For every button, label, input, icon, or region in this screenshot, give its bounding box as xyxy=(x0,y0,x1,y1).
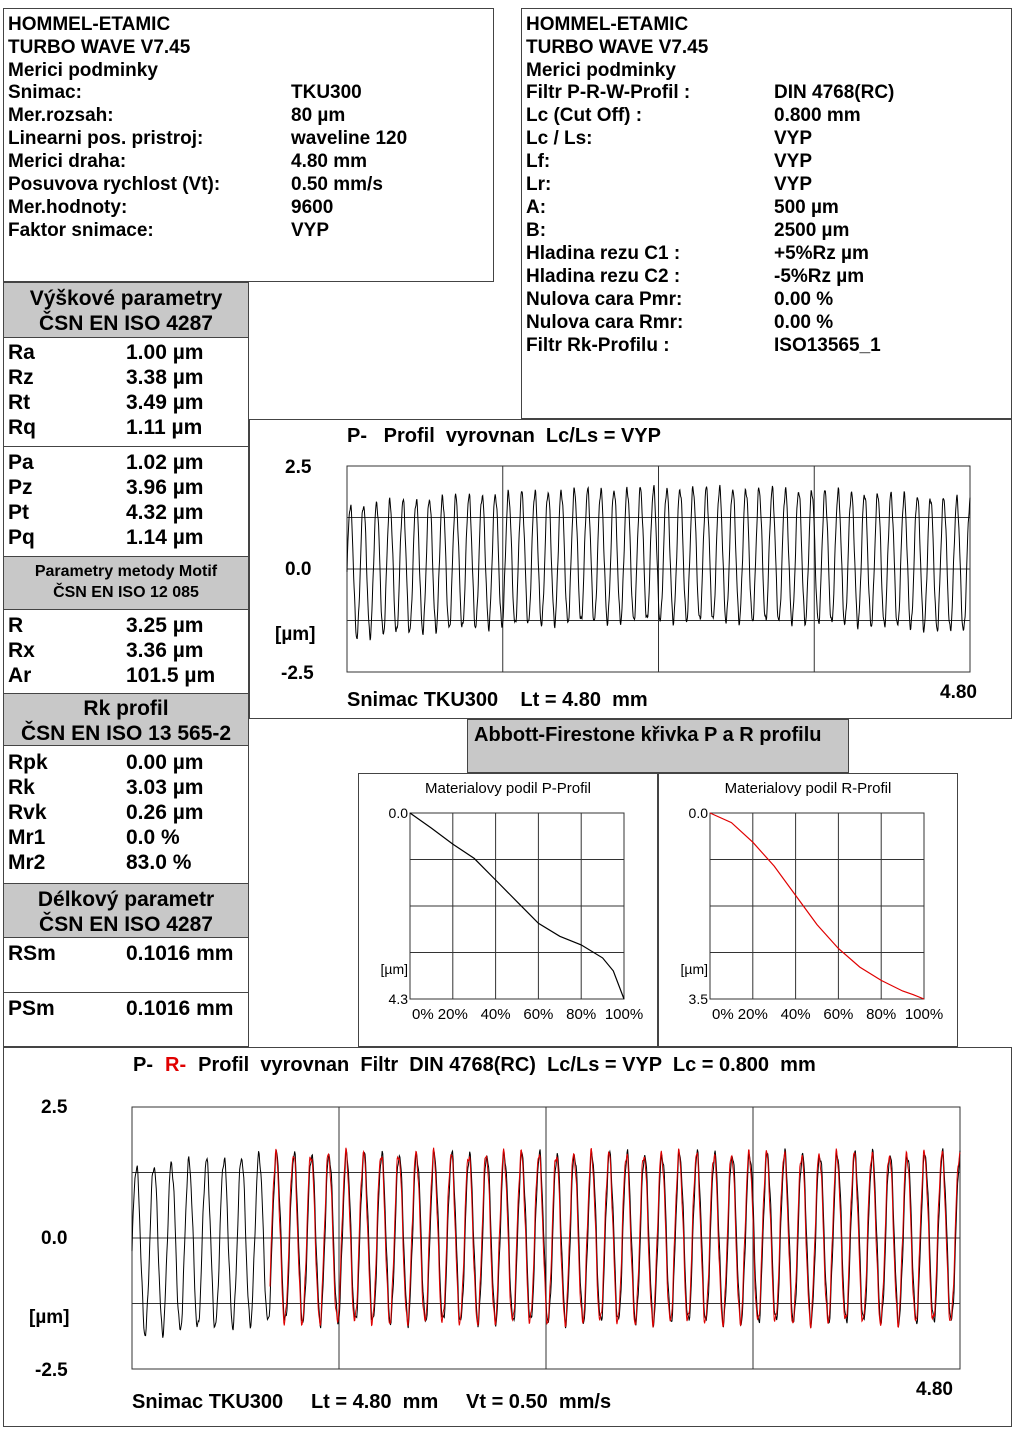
condition-value: 0.800 mm xyxy=(774,105,861,126)
param-name: Ra xyxy=(8,341,35,364)
section-title: Výškové parametry xyxy=(29,287,223,310)
param-value: 3.03 µm xyxy=(126,776,204,799)
rsm-value: 0.1016 mm xyxy=(126,942,234,965)
condition-label: Lc / Ls: xyxy=(526,128,593,149)
condition-value: 2500 µm xyxy=(774,220,850,241)
param-name: Ar xyxy=(8,664,32,687)
condition-label: Lc (Cut Off) : xyxy=(526,105,643,126)
x-tick-label: 100% xyxy=(904,1006,944,1023)
height-parameters-header xyxy=(3,282,249,338)
condition-value: 4.80 mm xyxy=(291,151,368,172)
psm-name: PSm xyxy=(8,997,55,1020)
condition-value: ISO13565_1 xyxy=(774,335,881,356)
divider xyxy=(3,992,249,993)
condition-label: Nulova cara Pmr: xyxy=(526,289,683,310)
param-value: 83.0 % xyxy=(126,851,192,874)
x-tick-label: 20% xyxy=(437,1006,468,1023)
param-name: Pa xyxy=(8,451,34,474)
condition-label: B: xyxy=(526,220,547,241)
condition-value: VYP xyxy=(774,174,813,195)
y-bottom-label: 4.3 xyxy=(388,991,408,1007)
condition-value: waveline 120 xyxy=(291,128,408,149)
abbott-chart-title: Materialovy podil R-Profil xyxy=(724,780,892,797)
right-header-lines xyxy=(526,13,708,82)
condition-label: Filtr P-R-W-Profil : xyxy=(526,82,691,103)
condition-label: Posuvova rychlost (Vt): xyxy=(8,174,221,195)
param-name: Mr1 xyxy=(8,826,46,849)
rsm-name: RSm xyxy=(8,942,56,965)
section-title: Parametry metody Motif xyxy=(34,563,218,580)
x-tick-label: 40% xyxy=(780,1006,811,1023)
condition-value: 0.00 % xyxy=(774,289,834,310)
param-value: 1.02 µm xyxy=(126,451,204,474)
condition-label: A: xyxy=(526,197,547,218)
y-axis-label: [µm] xyxy=(275,624,316,645)
param-value: 3.38 µm xyxy=(126,366,204,389)
condition-value: 9600 xyxy=(291,197,334,218)
condition-label: Snimac: xyxy=(8,82,82,103)
condition-value: 0.50 mm/s xyxy=(291,174,383,195)
condition-label: Lr: xyxy=(526,174,552,195)
motif-parameters-header xyxy=(3,556,249,610)
y-tick-label: 2.5 xyxy=(41,1097,68,1118)
chart-title xyxy=(133,1054,816,1076)
param-value: 101.5 µm xyxy=(126,664,216,687)
y-axis-label: [µm] xyxy=(29,1307,70,1328)
param-value: 0.26 µm xyxy=(126,801,204,824)
r-series-label: R- xyxy=(165,1054,187,1076)
x-axis-label: Snimac TKU300 Lt = 4.80 mm Vt = 0.50 mm/s xyxy=(132,1391,612,1413)
abbott-p-chart xyxy=(358,773,658,1047)
param-name: Rk xyxy=(8,776,35,799)
param-name: Rz xyxy=(8,366,34,389)
condition-value: VYP xyxy=(774,128,813,149)
x-tick-label: 100% xyxy=(604,1006,644,1023)
param-value: 1.14 µm xyxy=(126,526,204,549)
header-line: Merici podminky xyxy=(8,60,158,81)
p-profile-chart xyxy=(249,419,1012,719)
condition-label: Faktor snimace: xyxy=(8,220,154,241)
param-value: 3.36 µm xyxy=(126,639,204,662)
condition-value: VYP xyxy=(774,151,813,172)
psm-value: 0.1016 mm xyxy=(126,997,234,1020)
divider xyxy=(3,446,249,447)
left-header-lines xyxy=(8,13,190,82)
header-line: HOMMEL-ETAMIC xyxy=(8,14,171,35)
param-name: Pt xyxy=(8,501,29,524)
param-name: Pq xyxy=(8,526,35,549)
param-name: R xyxy=(8,614,24,637)
condition-value: VYP xyxy=(291,220,330,241)
abbott-r-chart xyxy=(658,773,958,1047)
x-tick-label: 40% xyxy=(480,1006,511,1023)
x-tick-label: 80% xyxy=(566,1006,597,1023)
y-bottom-label: 3.5 xyxy=(688,991,708,1007)
y-tick-label: 0.0 xyxy=(41,1228,68,1249)
x-tick-label: 80% xyxy=(866,1006,897,1023)
y-axis-label: [µm] xyxy=(380,961,408,977)
condition-value: DIN 4768(RC) xyxy=(774,82,895,103)
y-tick-label: -2.5 xyxy=(281,663,314,684)
pr-profile-chart xyxy=(3,1047,1012,1427)
length-parameter-header xyxy=(3,883,249,938)
param-name: Rvk xyxy=(8,801,47,824)
condition-value: TKU300 xyxy=(291,82,362,103)
header-line: TURBO WAVE V7.45 xyxy=(8,37,191,58)
condition-label: Mer.rozsah: xyxy=(8,105,114,126)
y-top-label: 0.0 xyxy=(388,805,408,821)
condition-value: 0.00 % xyxy=(774,312,834,333)
section-subtitle: ČSN EN ISO 12 085 xyxy=(53,584,199,601)
param-value: 0.00 µm xyxy=(126,751,204,774)
condition-value: 80 µm xyxy=(291,105,346,126)
condition-value: +5%Rz µm xyxy=(774,243,869,264)
condition-value: 500 µm xyxy=(774,197,839,218)
param-name: Rq xyxy=(8,416,36,439)
p-series-label: P- xyxy=(133,1054,153,1076)
x-tick-label: 0% xyxy=(412,1006,434,1023)
header-line: TURBO WAVE V7.45 xyxy=(526,37,709,58)
abbott-firestone-title xyxy=(467,719,849,773)
condition-label: Nulova cara Rmr: xyxy=(526,312,684,333)
x-tick-label: 0% xyxy=(712,1006,734,1023)
param-name: Pz xyxy=(8,476,33,499)
param-name: Mr2 xyxy=(8,851,46,874)
param-name: Rpk xyxy=(8,751,48,774)
rk-profile-header xyxy=(3,693,249,746)
x-tick-label: 60% xyxy=(523,1006,554,1023)
section-subtitle: ČSN EN ISO 4287 xyxy=(39,913,213,936)
x-tick-label: 60% xyxy=(823,1006,854,1023)
chart-title: P- Profil vyrovnan Lc/Ls = VYP xyxy=(347,425,661,447)
condition-value: -5%Rz µm xyxy=(774,266,865,287)
condition-label: Mer.hodnoty: xyxy=(8,197,128,218)
condition-label: Filtr Rk-Profilu : xyxy=(526,335,670,356)
section-title: Rk profil xyxy=(83,697,169,720)
y-top-label: 0.0 xyxy=(688,805,708,821)
param-value: 1.11 µm xyxy=(126,416,203,439)
condition-label: Hladina rezu C2 : xyxy=(526,266,681,287)
y-tick-label: 0.0 xyxy=(285,559,312,580)
param-value: 4.32 µm xyxy=(126,501,204,524)
condition-label: Merici draha: xyxy=(8,151,127,172)
y-tick-label: -2.5 xyxy=(35,1360,68,1381)
param-value: 1.00 µm xyxy=(126,341,204,364)
param-name: Rt xyxy=(8,391,31,414)
section-subtitle: ČSN EN ISO 13 565-2 xyxy=(20,722,232,745)
header-line: HOMMEL-ETAMIC xyxy=(526,14,689,35)
param-value: 3.49 µm xyxy=(126,391,204,414)
abbott-title-text: Abbott-Firestone křivka P a R profilu xyxy=(474,724,822,746)
section-subtitle: ČSN EN ISO 4287 xyxy=(39,312,213,335)
condition-label: Linearni pos. pristroj: xyxy=(8,128,204,149)
param-value: 3.25 µm xyxy=(126,614,204,637)
abbott-chart-title: Materialovy podil P-Profil xyxy=(425,780,591,797)
section-title: Délkový parametr xyxy=(37,888,215,911)
x-end-label: 4.80 xyxy=(916,1379,953,1400)
param-value: 3.96 µm xyxy=(126,476,204,499)
condition-label: Lf: xyxy=(526,151,551,172)
x-end-label: 4.80 xyxy=(940,682,977,703)
condition-label: Hladina rezu C1 : xyxy=(526,243,681,264)
y-tick-label: 2.5 xyxy=(285,457,312,478)
param-name: Rx xyxy=(8,639,35,662)
y-axis-label: [µm] xyxy=(680,961,708,977)
param-value: 0.0 % xyxy=(126,826,180,849)
header-line: Merici podminky xyxy=(526,60,676,81)
x-tick-label: 20% xyxy=(737,1006,768,1023)
chart-title-rest: Profil vyrovnan Filtr DIN 4768(RC) Lc/Ls = VYP Lc = 0.800 mm xyxy=(198,1054,816,1076)
x-axis-label: Snimac TKU300 Lt = 4.80 mm xyxy=(347,689,648,711)
